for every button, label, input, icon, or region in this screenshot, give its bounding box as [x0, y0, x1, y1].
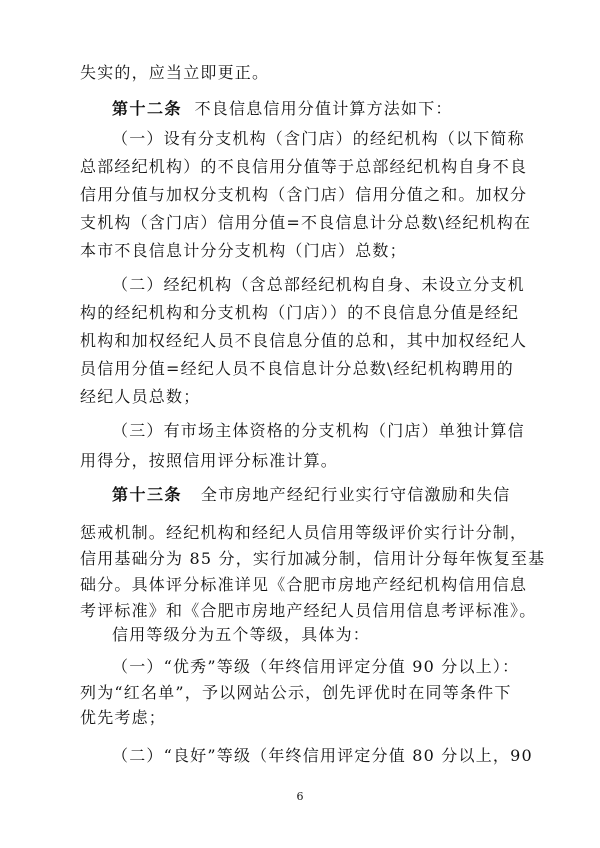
article-heading: 第十二条 [112, 99, 183, 118]
text-line: 惩戒机制。经纪机构和经纪人员信用等级评价实行计分制， [80, 523, 528, 542]
page-number: 6 [296, 790, 304, 803]
text-line: （一）设有分支机构（含门店）的经纪机构（以下简称 [112, 129, 525, 148]
text-line: 信用基础分为 85 分，实行加减分制，信用计分每年恢复至基 [80, 549, 546, 568]
text-span: 全市房地产经纪行业实行守信激励和失信 [200, 485, 511, 504]
text-line: 优先考虑； [80, 708, 167, 727]
text-line: （三）有市场主体资格的分支机构（门店）单独计算信 [112, 421, 525, 440]
text-line: （二）经纪机构（含总部经纪机构自身、未设立分支机 [112, 275, 525, 294]
text-line: 用得分，按照信用评分标准计算。 [80, 451, 339, 470]
text-line: （一）“优秀”等级（年终信用评定分值 90 分以上）： [112, 657, 520, 676]
text-line: 经纪人员总数； [80, 387, 201, 406]
text-line: 构的经纪机构和分支机构（门店））的不良信息分值是经纪 [80, 303, 520, 322]
text-line: 员信用分值=经纪人员不良信息计分总数\经纪机构聘用的 [80, 359, 514, 378]
text-line: 信用分值与加权分支机构（含门店）信用分值之和。加权分 [80, 185, 528, 204]
article-heading: 第十三条 [112, 485, 183, 504]
text-line: 总部经纪机构）的不良信用分值等于总部经纪机构自身不良 [80, 157, 528, 176]
text-line: 失实的，应当立即更正。 [80, 63, 270, 82]
article-12-line [112, 98, 520, 120]
text-line: 支机构（含门店）信用分值=不良信息计分总数\经纪机构在 [80, 213, 532, 232]
text-line: （二）“良好”等级（年终信用评定分值 80 分以上，90 [112, 746, 533, 765]
text-line: 列为“红名单”，予以网站公示，创先评优时在同等条件下 [80, 683, 512, 702]
text-span: 不良信息信用分值计算方法如下： [194, 99, 453, 118]
text-line: 考评标准》和《合肥市房地产经纪人员信用信息考评标准》。 [80, 601, 537, 620]
text-line: 础分。具体评分标准详见《合肥市房地产经纪机构信用信息 [80, 575, 528, 594]
text-line: 信用等级分为五个等级，具体为： [112, 625, 371, 644]
text-line: 本市不良信息计分分支机构（门店）总数； [80, 241, 407, 260]
article-13-line [112, 484, 520, 506]
text-line: 机构和加权经纪人员不良信息分值的总和，其中加权经纪人 [80, 331, 528, 350]
